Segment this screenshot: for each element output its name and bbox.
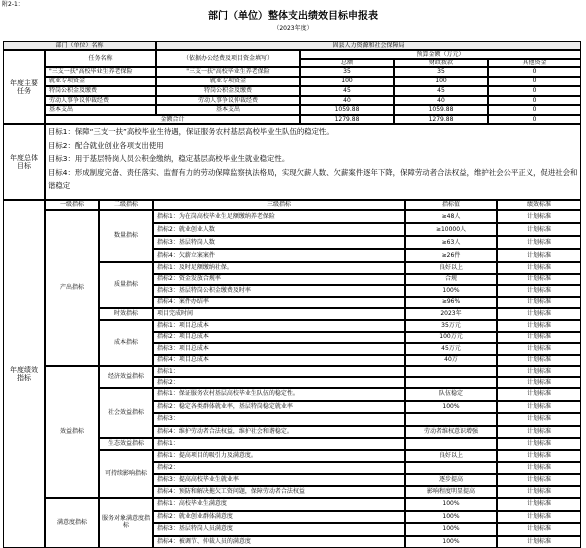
indicator-standard: 计划标准 (497, 511, 581, 524)
indicator-level3: 指标2： (153, 377, 405, 388)
indicator-standard: 计划标准 (497, 274, 581, 286)
indicator-standard: 计划标准 (497, 262, 581, 274)
indicator-value: 35万元 (405, 320, 497, 332)
indicator-standard: 计划标准 (497, 413, 581, 426)
indicator-level3: 指标3：基层特岗人数 (153, 236, 405, 249)
task-content: 基本支出 (156, 105, 300, 115)
indicator-value: 45万元 (405, 343, 497, 355)
task-name: 基本支出 (45, 105, 156, 115)
task-total: 45 (300, 86, 394, 96)
indicator-level3: 指标2：就业创业群体满意度 (153, 511, 405, 524)
task-content: 劳动人事争议仲裁经费 (156, 96, 300, 106)
amount-sum-fiscal: 1279.88 (394, 115, 488, 124)
page-title: 部门（单位）整体支出绩效目标申报表 (208, 11, 378, 22)
indicator-value: 2023年 (405, 308, 497, 320)
indicator-value (405, 366, 497, 377)
indicator-standard: 计划标准 (497, 343, 581, 355)
indicator-level3: 指标4：案件办结率 (153, 297, 405, 309)
indicator-standard: 计划标准 (497, 498, 581, 511)
indicator-value: ≥10000人 (405, 223, 497, 236)
annual-overall-goal-label: 年度总体目标 (3, 124, 45, 200)
budget-fiscal-header: 财政拨款 (394, 59, 488, 67)
level2-economic: 经济效益指标 (99, 366, 153, 388)
indicator-value: 逐步提高 (405, 474, 497, 486)
level1-header: 一级指标 (45, 200, 99, 210)
task-name: 就业专项资金 (45, 77, 156, 87)
indicator-standard: 计划标准 (497, 308, 581, 320)
level2-quantity: 数量指标 (99, 210, 153, 262)
indicator-standard: 计划标准 (497, 536, 581, 548)
indicator-level3: 指标2：稳定各类群体就业率，基层特岗稳定就业率 (153, 401, 405, 414)
level2-service: 服务对象满意度指标 (99, 498, 153, 548)
indicator-level3: 指标1： (153, 366, 405, 377)
indicator-value: ≥63人 (405, 236, 497, 249)
indicator-level3: 指标4：维护劳动者合法权益，维护社会和谐稳定。 (153, 426, 405, 439)
indicator-value: 影响程度明显提高 (405, 486, 497, 498)
task-name-header: 任务名称 (45, 50, 156, 67)
indicator-value: 40万 (405, 355, 497, 367)
indicator-standard: 计划标准 (497, 332, 581, 344)
year-note: （2023年度） (273, 25, 313, 32)
indicator-value: 100万元 (405, 332, 497, 344)
indicator-level3: 指标3： (153, 413, 405, 426)
indicator-standard: 计划标准 (497, 223, 581, 236)
goal-line: 目标2：配合就业创业各项支出使用 (48, 140, 164, 150)
task-other: 0 (488, 96, 581, 106)
task-other: 0 (488, 67, 581, 77)
task-content: 特岗公积金及缴费 (156, 86, 300, 96)
indicator-level3: 指标2：资金发放合规率 (153, 274, 405, 286)
task-content-header: （依据办公经费及项目资金填写） (156, 50, 300, 67)
task-name: 特岗公积金及缴费 (45, 86, 156, 96)
level3-header: 三级指标 (153, 200, 405, 210)
indicator-level3: 指标2：就业创业人数 (153, 223, 405, 236)
task-fiscal: 1059.88 (394, 105, 488, 115)
task-name: "三支一扶"高校毕业生养老保险 (45, 67, 156, 77)
level2-sustainable: 可持续影响指标 (99, 450, 153, 498)
budget-other-header: 其他资金 (488, 59, 581, 67)
indicator-level3: 指标4：欠薪立案案件 (153, 249, 405, 262)
indicator-level3: 指标1：为在岗高校毕业生足额缴纳养老保险 (153, 210, 405, 223)
unit-name-value: 固县人力资源和社会保障局 (156, 41, 581, 50)
indicator-level3: 项目完成时间 (153, 308, 405, 320)
level2-cost: 成本指标 (99, 320, 153, 366)
indicator-standard: 计划标准 (497, 210, 581, 223)
indicator-level3: 指标3：基层特岗公积金缴费及时率 (153, 285, 405, 297)
indicator-level3: 指标4：预防和解决拖欠工资问题，保障劳动者合法权益 (153, 486, 405, 498)
annual-main-tasks-label: 年度主要任务 (3, 50, 45, 124)
level1-benefit: 效益指标 (45, 366, 99, 498)
indicator-value: 100% (405, 285, 497, 297)
indicator-standard: 计划标准 (497, 401, 581, 414)
goal-line: 目标4：形成制度完备、责任落实、监督有力的劳动保障监察执法格局，实现欠薪人数、欠薪案件逐年下降，保障劳动者合法权益，维护社会公平正义，促进社会和谐稳定 (48, 167, 578, 190)
indicator-level3: 指标3：提高高校毕业生就业率 (153, 474, 405, 486)
task-fiscal: 40 (394, 96, 488, 106)
task-total: 40 (300, 96, 394, 106)
indicator-standard: 计划标准 (497, 366, 581, 377)
amount-sum-other: 0 (488, 115, 581, 124)
task-other: 0 (488, 77, 581, 87)
indicator-value-header: 指标值 (405, 200, 497, 210)
indicator-level3: 指标2：项目总成本 (153, 332, 405, 344)
indicator-value: ≥26件 (405, 249, 497, 262)
indicator-value: ≥48人 (405, 210, 497, 223)
task-other: 0 (488, 105, 581, 115)
level1-satisfaction: 满意度指标 (45, 498, 99, 548)
amount-sum-total: 1279.88 (300, 115, 394, 124)
indicator-standard: 计划标准 (497, 320, 581, 332)
indicator-level3: 指标4：被调节、仲裁人员的满意度 (153, 536, 405, 548)
indicator-standard: 计划标准 (497, 450, 581, 462)
indicator-standard: 计划标准 (497, 388, 581, 401)
task-name: 劳动人事争议仲裁经费 (45, 96, 156, 106)
indicator-value: 劳动者维权意识增强 (405, 426, 497, 439)
indicator-level3: 指标1：项目总成本 (153, 320, 405, 332)
task-other: 0 (488, 86, 581, 96)
indicator-value (405, 413, 497, 426)
indicator-value: 100% (405, 401, 497, 414)
indicator-level3: 指标1：保证服务农村基层高校毕业生队伍的稳定性。 (153, 388, 405, 401)
level1-output: 产出指标 (45, 210, 99, 366)
indicator-standard: 计划标准 (497, 523, 581, 536)
task-content: 就业专项资金 (156, 77, 300, 87)
task-content: "三支一扶"高校毕业生养老保险 (156, 67, 300, 77)
indicator-value: 100% (405, 523, 497, 536)
indicator-standard: 计划标准 (497, 249, 581, 262)
goal-line: 目标3：用于基层特岗人员公积金缴纳，稳定基层高校毕业生就业稳定性。 (48, 154, 290, 163)
indicator-value (405, 462, 497, 474)
indicator-standard: 计划标准 (497, 355, 581, 367)
level2-header: 二级指标 (99, 200, 153, 210)
indicator-standard: 计划标准 (497, 438, 581, 450)
annual-overall-goal-text (48, 125, 578, 193)
indicator-level3: 指标1：提高项目的吸引力及满意度。 (153, 450, 405, 462)
indicator-value: 良好以上 (405, 262, 497, 274)
indicator-standard: 计划标准 (497, 297, 581, 309)
task-total: 100 (300, 77, 394, 87)
indicator-level3: 指标3：项目总成本 (153, 343, 405, 355)
budget-amount-header: 预算金额（万元） (300, 50, 581, 59)
indicator-level3: 指标2： (153, 462, 405, 474)
performance-indicators-label: 年度绩效指标 (3, 200, 45, 548)
indicator-value: 队伍稳定 (405, 388, 497, 401)
indicator-standard: 计划标准 (497, 236, 581, 249)
performance-standard-header: 绩效标准 (497, 200, 581, 210)
level2-ecological: 生态效益指标 (99, 438, 153, 450)
indicator-value: 100% (405, 498, 497, 511)
level2-social: 社会效益指标 (99, 388, 153, 438)
indicator-level3: 指标4：项目总成本 (153, 355, 405, 367)
indicator-value: 100% (405, 536, 497, 548)
indicator-value: ≥96% (405, 297, 497, 309)
level2-timeliness: 时效指标 (99, 308, 153, 320)
indicator-standard: 计划标准 (497, 486, 581, 498)
indicator-standard: 计划标准 (497, 377, 581, 388)
indicator-value (405, 438, 497, 450)
indicator-level3: 指标1：高校毕业生满意度 (153, 498, 405, 511)
indicator-level3: 指标1： (153, 438, 405, 450)
attachment-tag: 附2-1： (2, 1, 24, 8)
task-fiscal: 35 (394, 67, 488, 77)
level2-quality: 质量指标 (99, 262, 153, 308)
indicator-standard: 计划标准 (497, 462, 581, 474)
indicator-standard: 计划标准 (497, 426, 581, 439)
task-fiscal: 100 (394, 77, 488, 87)
goal-line: 目标1：保障“三支一扶”高校毕业生待遇，保证服务农村基层高校毕业生队伍的稳定性。 (48, 127, 334, 136)
indicator-value (405, 377, 497, 388)
amount-sum-label: 金额合计 (45, 115, 300, 124)
indicator-value: 良好以上 (405, 450, 497, 462)
task-total: 1059.88 (300, 105, 394, 115)
indicator-standard: 计划标准 (497, 285, 581, 297)
indicator-value: 100% (405, 511, 497, 524)
unit-name-label: 部门（单位）名称 (3, 41, 156, 50)
indicator-value: 合规 (405, 274, 497, 286)
indicator-standard: 计划标准 (497, 474, 581, 486)
indicator-level3: 指标3：基层特岗人员满意度 (153, 523, 405, 536)
budget-total-header: 总额 (300, 59, 394, 67)
task-fiscal: 45 (394, 86, 488, 96)
task-total: 35 (300, 67, 394, 77)
indicator-level3: 指标1：及时足额缴纳社保。 (153, 262, 405, 274)
